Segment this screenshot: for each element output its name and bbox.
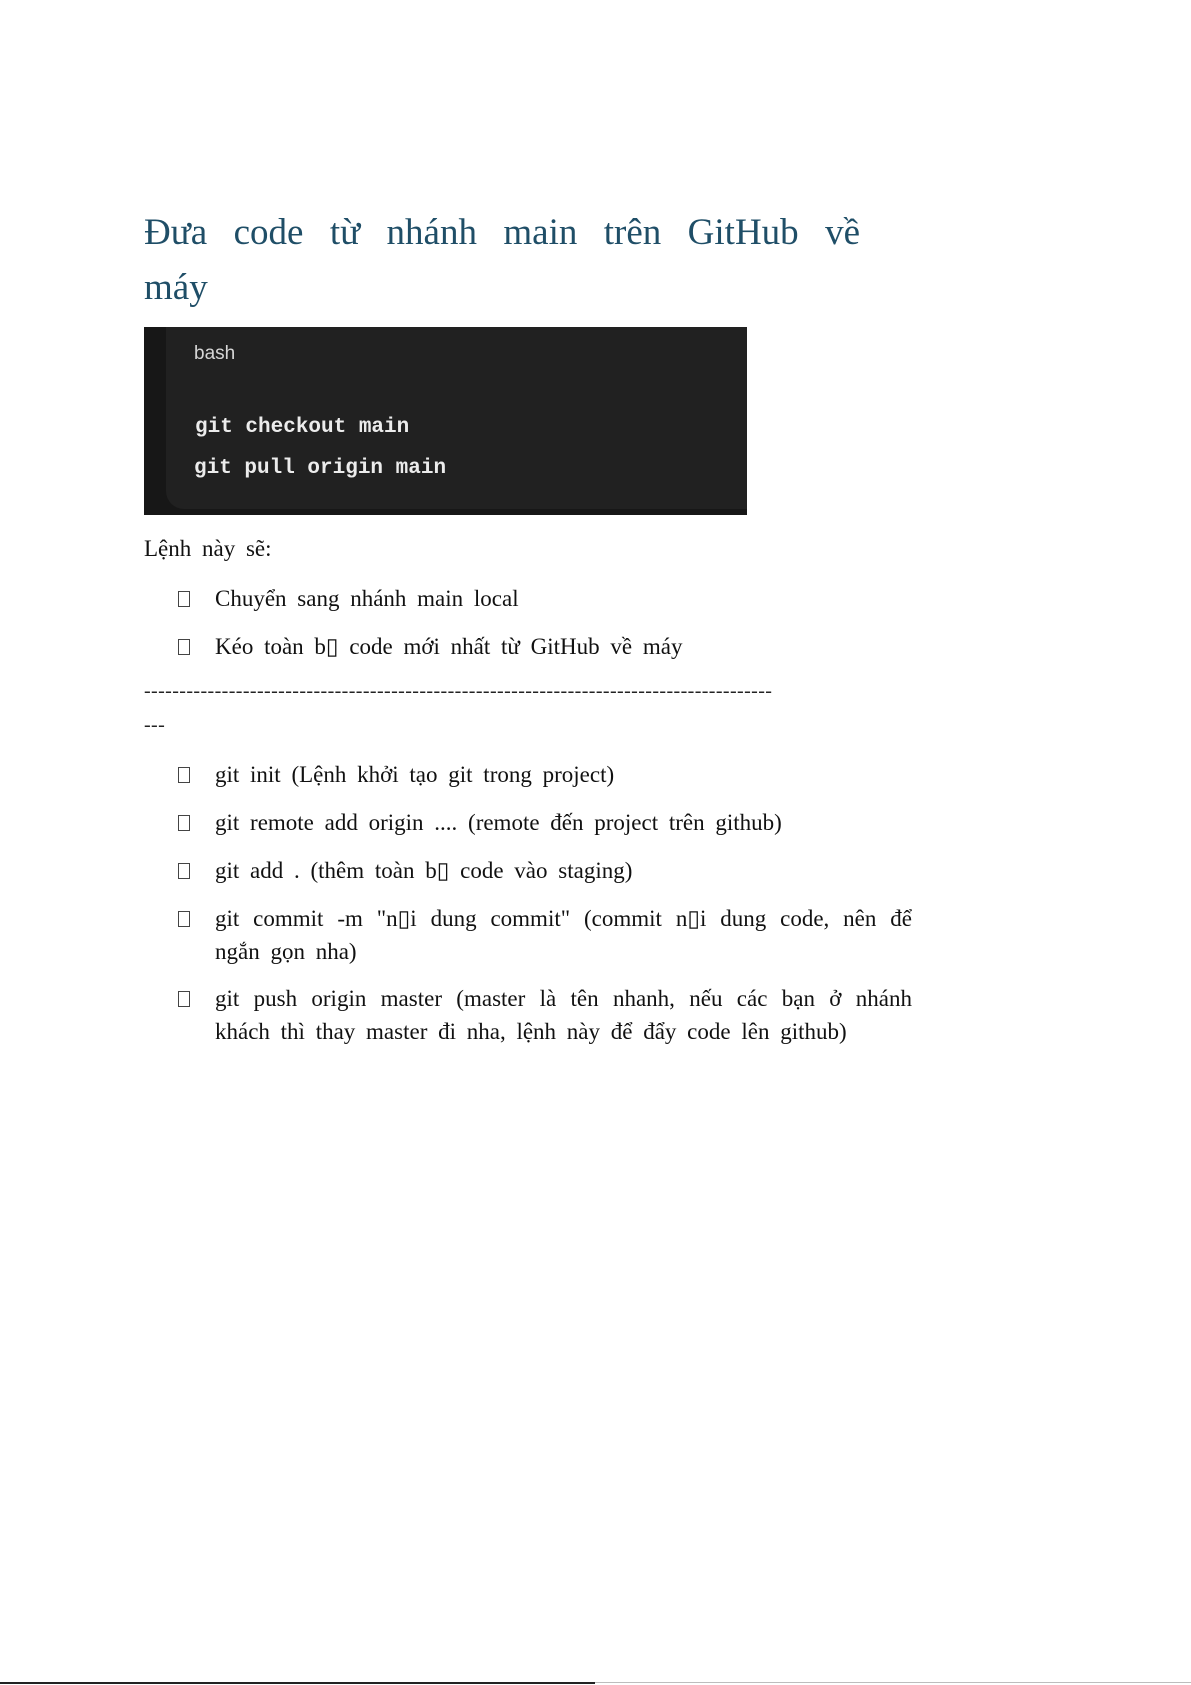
list-item: git commit -m "n▯i dung commit" (commit n▯i dung code, nên để ngắn gọn nha) xyxy=(215,906,912,964)
bullet-icon xyxy=(178,863,190,879)
intro-text: Lệnh này sẽ: xyxy=(144,536,272,561)
divider-line: ----------------------------------------------------------------------------------------- xyxy=(144,680,773,702)
divider-line-continued: --- xyxy=(144,714,166,736)
code-language-label: bash xyxy=(194,343,236,364)
page-bottom-rule-light xyxy=(595,1682,1191,1683)
bullet-icon xyxy=(178,591,190,607)
bullet-icon xyxy=(178,815,190,831)
page-bottom-rule xyxy=(0,1682,595,1684)
list-item: Chuyển sang nhánh main local xyxy=(215,586,519,611)
list-item: git add . (thêm toàn b▯ code vào staging) xyxy=(215,858,633,883)
code-line: git checkout main xyxy=(195,416,410,439)
section-heading: Đưa code từ nhánh main trên GitHub về máy xyxy=(144,212,860,308)
list-item: git push origin master (master là tên nhanh, nếu các bạn ở nhánh khách thì thay master đi nha, lệnh này để đẩy code lên github) xyxy=(215,986,912,1044)
list-item: git remote add origin .... (remote đến project trên github) xyxy=(215,810,782,835)
list-item: git init (Lệnh khởi tạo git trong project) xyxy=(215,762,615,787)
list-item: Kéo toàn b▯ code mới nhất từ GitHub về máy xyxy=(215,634,683,659)
bullet-icon xyxy=(178,991,190,1007)
bullet-icon xyxy=(178,639,190,655)
bullet-icon xyxy=(178,911,190,927)
code-line: git pull origin main xyxy=(194,457,447,480)
bullet-icon xyxy=(178,767,190,783)
